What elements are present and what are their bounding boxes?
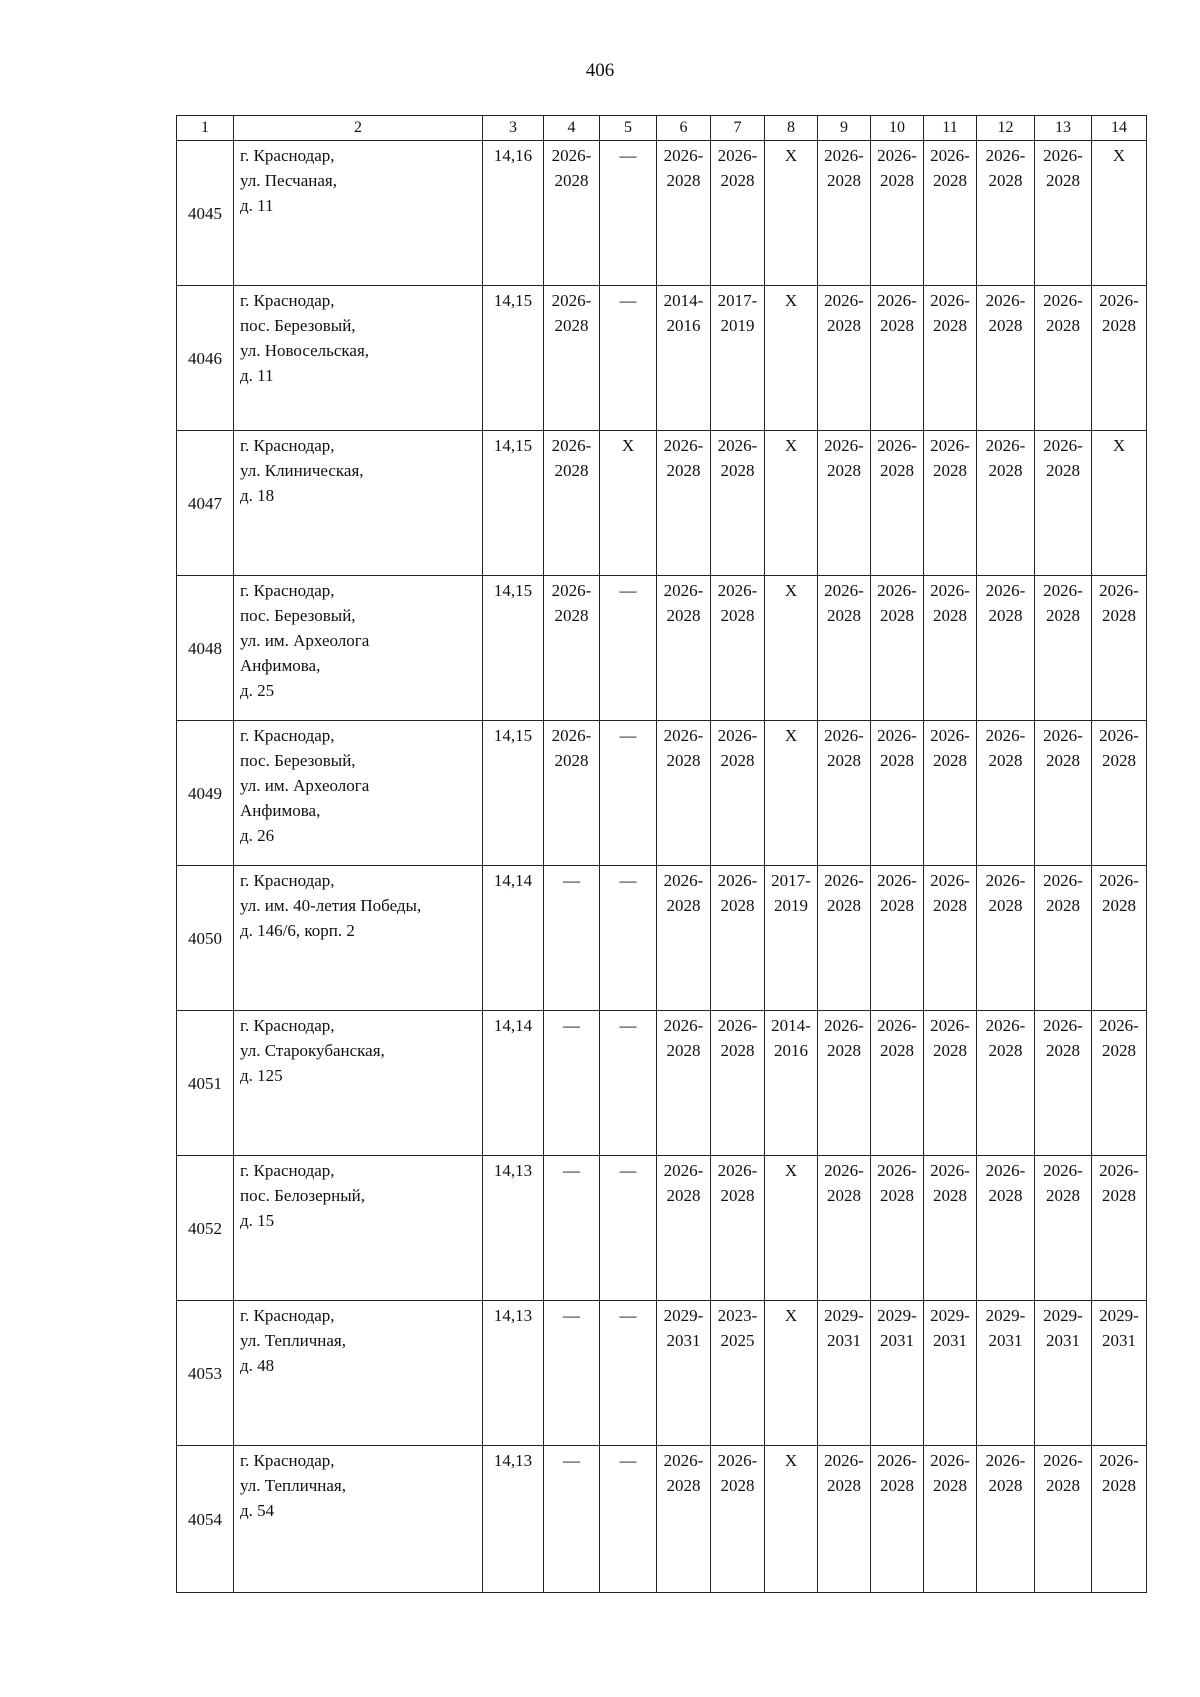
period-value: 2026- 2028 xyxy=(877,581,917,625)
value-cell xyxy=(977,286,1035,431)
value-cell xyxy=(657,1301,711,1446)
value-cell: Х xyxy=(765,1446,818,1593)
value-cell xyxy=(1035,1301,1092,1446)
address-line: д. 15 xyxy=(240,1211,275,1230)
address-cell xyxy=(234,431,483,576)
value-cell xyxy=(1035,866,1092,1011)
period-value: 2026- 2028 xyxy=(824,871,864,915)
table-row xyxy=(177,576,1147,721)
column-header: 11 xyxy=(924,116,977,141)
value-cell xyxy=(711,431,765,576)
value-cell xyxy=(1035,141,1092,286)
value-cell xyxy=(1035,1156,1092,1301)
address-line: д. 11 xyxy=(240,196,274,215)
value-cell: — xyxy=(600,1301,657,1446)
period-value: 2026- 2028 xyxy=(663,1016,704,1060)
value-cell: Х xyxy=(765,1301,818,1446)
period-value: 2026- 2028 xyxy=(717,871,758,915)
value-cell xyxy=(924,1156,977,1301)
address-line: г. Краснодар, xyxy=(240,1161,335,1180)
value-cell xyxy=(711,1011,765,1156)
value-cell: 14,14 xyxy=(483,1011,544,1156)
period-value: 2026- 2028 xyxy=(717,1161,758,1205)
period-value: 2029- 2031 xyxy=(824,1306,864,1350)
address-line: Анфимова, xyxy=(240,801,321,820)
value-cell xyxy=(818,431,871,576)
period-value: 2026- 2028 xyxy=(877,291,917,335)
period-value: 2026- 2028 xyxy=(663,871,704,915)
address-line: ул. Тепличная, xyxy=(240,1476,346,1495)
value-cell xyxy=(1092,1011,1147,1156)
value-cell xyxy=(711,866,765,1011)
value-cell xyxy=(711,1156,765,1301)
period-value: 2026- 2028 xyxy=(717,581,758,625)
table-row xyxy=(177,721,1147,866)
column-header: 14 xyxy=(1092,116,1147,141)
value-cell xyxy=(1092,286,1147,431)
value-cell xyxy=(871,576,924,721)
value-cell xyxy=(924,866,977,1011)
column-header: 10 xyxy=(871,116,924,141)
value-cell: — xyxy=(600,1156,657,1301)
address-line: д. 54 xyxy=(240,1501,275,1520)
address-line: г. Краснодар, xyxy=(240,726,335,745)
table-row xyxy=(177,1156,1147,1301)
address-line: ул. Новосельская, xyxy=(240,341,370,360)
column-header: 6 xyxy=(657,116,711,141)
column-header: 12 xyxy=(977,116,1035,141)
period-value: 2017- 2019 xyxy=(771,871,811,915)
period-value: 2026- 2028 xyxy=(877,1016,917,1060)
column-header: 9 xyxy=(818,116,871,141)
row-number-cell: 4046 xyxy=(177,286,234,431)
period-value: 2026- 2028 xyxy=(551,146,592,190)
address-line: г. Краснодар, xyxy=(240,581,335,600)
value-cell xyxy=(818,866,871,1011)
period-value: 2026- 2028 xyxy=(985,726,1026,770)
value-cell xyxy=(924,721,977,866)
value-cell xyxy=(871,431,924,576)
period-value: 2026- 2028 xyxy=(824,726,864,770)
address-line: д. 146/6, корп. 2 xyxy=(240,921,355,940)
value-cell: — xyxy=(544,1301,600,1446)
table-row xyxy=(177,1301,1147,1446)
value-cell: Х xyxy=(765,576,818,721)
value-cell xyxy=(1035,721,1092,866)
period-value: 2026- 2028 xyxy=(824,291,864,335)
period-value: 2029- 2031 xyxy=(1043,1306,1083,1350)
period-value: 2026- 2028 xyxy=(663,581,704,625)
value-cell xyxy=(818,1011,871,1156)
value-cell: Х xyxy=(1092,141,1147,286)
address-cell xyxy=(234,1446,483,1593)
value-cell xyxy=(871,721,924,866)
period-value: 2026- 2028 xyxy=(1043,1451,1083,1495)
value-cell xyxy=(657,431,711,576)
value-cell xyxy=(977,1156,1035,1301)
period-value: 2026- 2028 xyxy=(717,436,758,480)
value-cell xyxy=(977,1011,1035,1156)
table-row xyxy=(177,1011,1147,1156)
value-cell: 14,13 xyxy=(483,1446,544,1593)
value-cell xyxy=(1035,1446,1092,1593)
period-value: 2026- 2028 xyxy=(985,146,1026,190)
value-cell xyxy=(711,576,765,721)
value-cell xyxy=(657,1011,711,1156)
table-row xyxy=(177,141,1147,286)
column-header: 13 xyxy=(1035,116,1092,141)
address-line: г. Краснодар, xyxy=(240,1306,335,1325)
value-cell xyxy=(711,286,765,431)
value-cell xyxy=(544,721,600,866)
value-cell xyxy=(765,866,818,1011)
value-cell xyxy=(544,141,600,286)
row-number-cell: 4050 xyxy=(177,866,234,1011)
table-row xyxy=(177,286,1147,431)
period-value: 2026- 2028 xyxy=(717,726,758,770)
value-cell: — xyxy=(600,866,657,1011)
column-header: 5 xyxy=(600,116,657,141)
period-value: 2026- 2028 xyxy=(930,1016,970,1060)
address-line: д. 18 xyxy=(240,486,275,505)
value-cell xyxy=(924,431,977,576)
value-cell: Х xyxy=(600,431,657,576)
period-value: 2026- 2028 xyxy=(877,436,917,480)
address-cell xyxy=(234,866,483,1011)
period-value: 2026- 2028 xyxy=(985,581,1026,625)
period-value: 2026- 2028 xyxy=(717,146,758,190)
value-cell xyxy=(977,1301,1035,1446)
period-value: 2026- 2028 xyxy=(824,1451,864,1495)
period-value: 2026- 2028 xyxy=(1099,871,1139,915)
period-value: 2026- 2028 xyxy=(824,436,864,480)
value-cell xyxy=(765,1011,818,1156)
value-cell xyxy=(1035,576,1092,721)
period-value: 2026- 2028 xyxy=(1099,1016,1139,1060)
column-header: 3 xyxy=(483,116,544,141)
address-line: д. 25 xyxy=(240,681,275,700)
value-cell xyxy=(544,431,600,576)
period-value: 2029- 2031 xyxy=(985,1306,1026,1350)
period-value: 2026- 2028 xyxy=(551,291,592,335)
value-cell: Х xyxy=(765,431,818,576)
row-number-cell: 4052 xyxy=(177,1156,234,1301)
value-cell xyxy=(1035,431,1092,576)
value-cell xyxy=(1092,866,1147,1011)
period-value: 2026- 2028 xyxy=(663,1451,704,1495)
value-cell xyxy=(657,721,711,866)
period-value: 2026- 2028 xyxy=(1099,1451,1139,1495)
value-cell xyxy=(924,576,977,721)
value-cell: 14,15 xyxy=(483,721,544,866)
period-value: 2026- 2028 xyxy=(663,726,704,770)
value-cell xyxy=(871,866,924,1011)
period-value: 2026- 2028 xyxy=(930,871,970,915)
value-cell xyxy=(657,1156,711,1301)
column-header: 1 xyxy=(177,116,234,141)
period-value: 2026- 2028 xyxy=(985,1161,1026,1205)
period-value: 2026- 2028 xyxy=(663,436,704,480)
period-value: 2026- 2028 xyxy=(877,726,917,770)
period-value: 2026- 2028 xyxy=(1099,726,1139,770)
value-cell xyxy=(711,721,765,866)
address-line: д. 11 xyxy=(240,366,274,385)
value-cell xyxy=(544,576,600,721)
address-line: ул. Песчаная, xyxy=(240,171,337,190)
period-value: 2023- 2025 xyxy=(717,1306,758,1350)
period-value: 2026- 2028 xyxy=(663,146,704,190)
value-cell xyxy=(871,286,924,431)
address-line: ул. Тепличная, xyxy=(240,1331,346,1350)
period-value: 2026- 2028 xyxy=(1099,1161,1139,1205)
period-value: 2026- 2028 xyxy=(1043,291,1083,335)
row-number-cell: 4054 xyxy=(177,1446,234,1593)
address-line: пос. Березовый, xyxy=(240,316,356,335)
value-cell xyxy=(977,576,1035,721)
value-cell xyxy=(871,1446,924,1593)
address-line: г. Краснодар, xyxy=(240,1451,335,1470)
column-header: 7 xyxy=(711,116,765,141)
address-cell xyxy=(234,286,483,431)
period-value: 2026- 2028 xyxy=(663,1161,704,1205)
row-number-cell: 4051 xyxy=(177,1011,234,1156)
column-header: 8 xyxy=(765,116,818,141)
value-cell: — xyxy=(600,1446,657,1593)
value-cell xyxy=(1092,1156,1147,1301)
value-cell: Х xyxy=(765,721,818,866)
value-cell: — xyxy=(544,866,600,1011)
column-header: 4 xyxy=(544,116,600,141)
period-value: 2026- 2028 xyxy=(985,291,1026,335)
period-value: 2026- 2028 xyxy=(985,1451,1026,1495)
period-value: 2026- 2028 xyxy=(1043,1016,1083,1060)
value-cell xyxy=(657,286,711,431)
address-line: ул. им. Археолога xyxy=(240,631,370,650)
address-line: Анфимова, xyxy=(240,656,321,675)
value-cell xyxy=(977,866,1035,1011)
value-cell: Х xyxy=(765,286,818,431)
value-cell xyxy=(711,1446,765,1593)
value-cell xyxy=(818,1446,871,1593)
value-cell: 14,15 xyxy=(483,286,544,431)
schedule-table xyxy=(176,115,1147,1593)
value-cell xyxy=(871,1011,924,1156)
period-value: 2026- 2028 xyxy=(930,291,970,335)
period-value: 2029- 2031 xyxy=(930,1306,970,1350)
value-cell xyxy=(818,576,871,721)
value-cell: — xyxy=(600,721,657,866)
table-row xyxy=(177,431,1147,576)
address-line: ул. Старокубанская, xyxy=(240,1041,385,1060)
value-cell xyxy=(977,1446,1035,1593)
address-cell xyxy=(234,1301,483,1446)
value-cell xyxy=(924,1301,977,1446)
value-cell: 14,13 xyxy=(483,1156,544,1301)
value-cell xyxy=(1092,576,1147,721)
value-cell: — xyxy=(544,1446,600,1593)
period-value: 2026- 2028 xyxy=(717,1016,758,1060)
period-value: 2014- 2016 xyxy=(771,1016,811,1060)
period-value: 2029- 2031 xyxy=(1099,1306,1139,1350)
period-value: 2026- 2028 xyxy=(930,726,970,770)
value-cell xyxy=(977,431,1035,576)
period-value: 2026- 2028 xyxy=(930,581,970,625)
value-cell xyxy=(544,286,600,431)
value-cell: Х xyxy=(1092,431,1147,576)
value-cell xyxy=(1035,1011,1092,1156)
period-value: 2026- 2028 xyxy=(985,871,1026,915)
row-number-cell: 4047 xyxy=(177,431,234,576)
value-cell: — xyxy=(600,576,657,721)
period-value: 2026- 2028 xyxy=(1099,291,1139,335)
value-cell xyxy=(818,141,871,286)
period-value: 2026- 2028 xyxy=(1043,726,1083,770)
period-value: 2026- 2028 xyxy=(551,436,592,480)
period-value: 2026- 2028 xyxy=(985,436,1026,480)
period-value: 2026- 2028 xyxy=(1099,581,1139,625)
period-value: 2026- 2028 xyxy=(930,1161,970,1205)
address-line: д. 26 xyxy=(240,826,275,845)
address-cell xyxy=(234,141,483,286)
value-cell: 14,15 xyxy=(483,576,544,721)
value-cell xyxy=(818,721,871,866)
period-value: 2017- 2019 xyxy=(717,291,758,335)
value-cell xyxy=(924,1446,977,1593)
row-number-cell: 4053 xyxy=(177,1301,234,1446)
address-line: д. 48 xyxy=(240,1356,275,1375)
value-cell xyxy=(711,141,765,286)
value-cell xyxy=(1092,1301,1147,1446)
period-value: 2026- 2028 xyxy=(877,146,917,190)
row-number-cell: 4049 xyxy=(177,721,234,866)
address-line: г. Краснодар, xyxy=(240,146,335,165)
address-line: пос. Березовый, xyxy=(240,751,356,770)
value-cell: 14,16 xyxy=(483,141,544,286)
value-cell: Х xyxy=(765,1156,818,1301)
period-value: 2014- 2016 xyxy=(663,291,704,335)
value-cell xyxy=(657,866,711,1011)
period-value: 2026- 2028 xyxy=(877,1161,917,1205)
value-cell: — xyxy=(600,141,657,286)
address-cell xyxy=(234,721,483,866)
period-value: 2026- 2028 xyxy=(824,1016,864,1060)
value-cell: 14,13 xyxy=(483,1301,544,1446)
period-value: 2029- 2031 xyxy=(877,1306,917,1350)
value-cell: — xyxy=(544,1011,600,1156)
value-cell: 14,14 xyxy=(483,866,544,1011)
value-cell xyxy=(1035,286,1092,431)
address-cell xyxy=(234,1011,483,1156)
value-cell xyxy=(1092,1446,1147,1593)
value-cell xyxy=(871,1156,924,1301)
address-line: пос. Березовый, xyxy=(240,606,356,625)
row-number-cell: 4048 xyxy=(177,576,234,721)
value-cell xyxy=(977,141,1035,286)
period-value: 2026- 2028 xyxy=(930,146,970,190)
value-cell: — xyxy=(544,1156,600,1301)
address-line: ул. Клиническая, xyxy=(240,461,364,480)
period-value: 2026- 2028 xyxy=(717,1451,758,1495)
period-value: 2026- 2028 xyxy=(985,1016,1026,1060)
value-cell xyxy=(818,1301,871,1446)
address-line: г. Краснодар, xyxy=(240,871,335,890)
period-value: 2029- 2031 xyxy=(663,1306,704,1350)
period-value: 2026- 2028 xyxy=(1043,1161,1083,1205)
value-cell: — xyxy=(600,286,657,431)
value-cell xyxy=(871,1301,924,1446)
period-value: 2026- 2028 xyxy=(877,871,917,915)
row-number-cell: 4045 xyxy=(177,141,234,286)
period-value: 2026- 2028 xyxy=(1043,871,1083,915)
table-body xyxy=(177,141,1147,1593)
period-value: 2026- 2028 xyxy=(551,581,592,625)
header-row xyxy=(177,116,1147,141)
period-value: 2026- 2028 xyxy=(930,1451,970,1495)
address-line: пос. Белозерный, xyxy=(240,1186,365,1205)
period-value: 2026- 2028 xyxy=(1043,436,1083,480)
value-cell xyxy=(657,576,711,721)
address-cell xyxy=(234,576,483,721)
table-row xyxy=(177,1446,1147,1593)
period-value: 2026- 2028 xyxy=(1043,146,1083,190)
address-line: г. Краснодар, xyxy=(240,1016,335,1035)
address-line: г. Краснодар, xyxy=(240,291,335,310)
value-cell xyxy=(924,286,977,431)
value-cell: Х xyxy=(765,141,818,286)
value-cell: 14,15 xyxy=(483,431,544,576)
value-cell xyxy=(711,1301,765,1446)
address-line: д. 125 xyxy=(240,1066,283,1085)
table-row xyxy=(177,866,1147,1011)
period-value: 2026- 2028 xyxy=(824,581,864,625)
period-value: 2026- 2028 xyxy=(1043,581,1083,625)
address-cell xyxy=(234,1156,483,1301)
address-line: ул. им. Археолога xyxy=(240,776,370,795)
value-cell xyxy=(818,1156,871,1301)
period-value: 2026- 2028 xyxy=(824,1161,864,1205)
page-number: 406 xyxy=(585,60,615,81)
value-cell xyxy=(924,141,977,286)
value-cell xyxy=(871,141,924,286)
period-value: 2026- 2028 xyxy=(877,1451,917,1495)
value-cell xyxy=(657,1446,711,1593)
value-cell xyxy=(977,721,1035,866)
value-cell: — xyxy=(600,1011,657,1156)
address-line: ул. им. 40-летия Победы, xyxy=(240,896,422,915)
address-line: г. Краснодар, xyxy=(240,436,335,455)
value-cell xyxy=(818,286,871,431)
period-value: 2026- 2028 xyxy=(930,436,970,480)
column-header: 2 xyxy=(234,116,483,141)
value-cell xyxy=(657,141,711,286)
value-cell xyxy=(1092,721,1147,866)
value-cell xyxy=(924,1011,977,1156)
period-value: 2026- 2028 xyxy=(824,146,864,190)
period-value: 2026- 2028 xyxy=(551,726,592,770)
